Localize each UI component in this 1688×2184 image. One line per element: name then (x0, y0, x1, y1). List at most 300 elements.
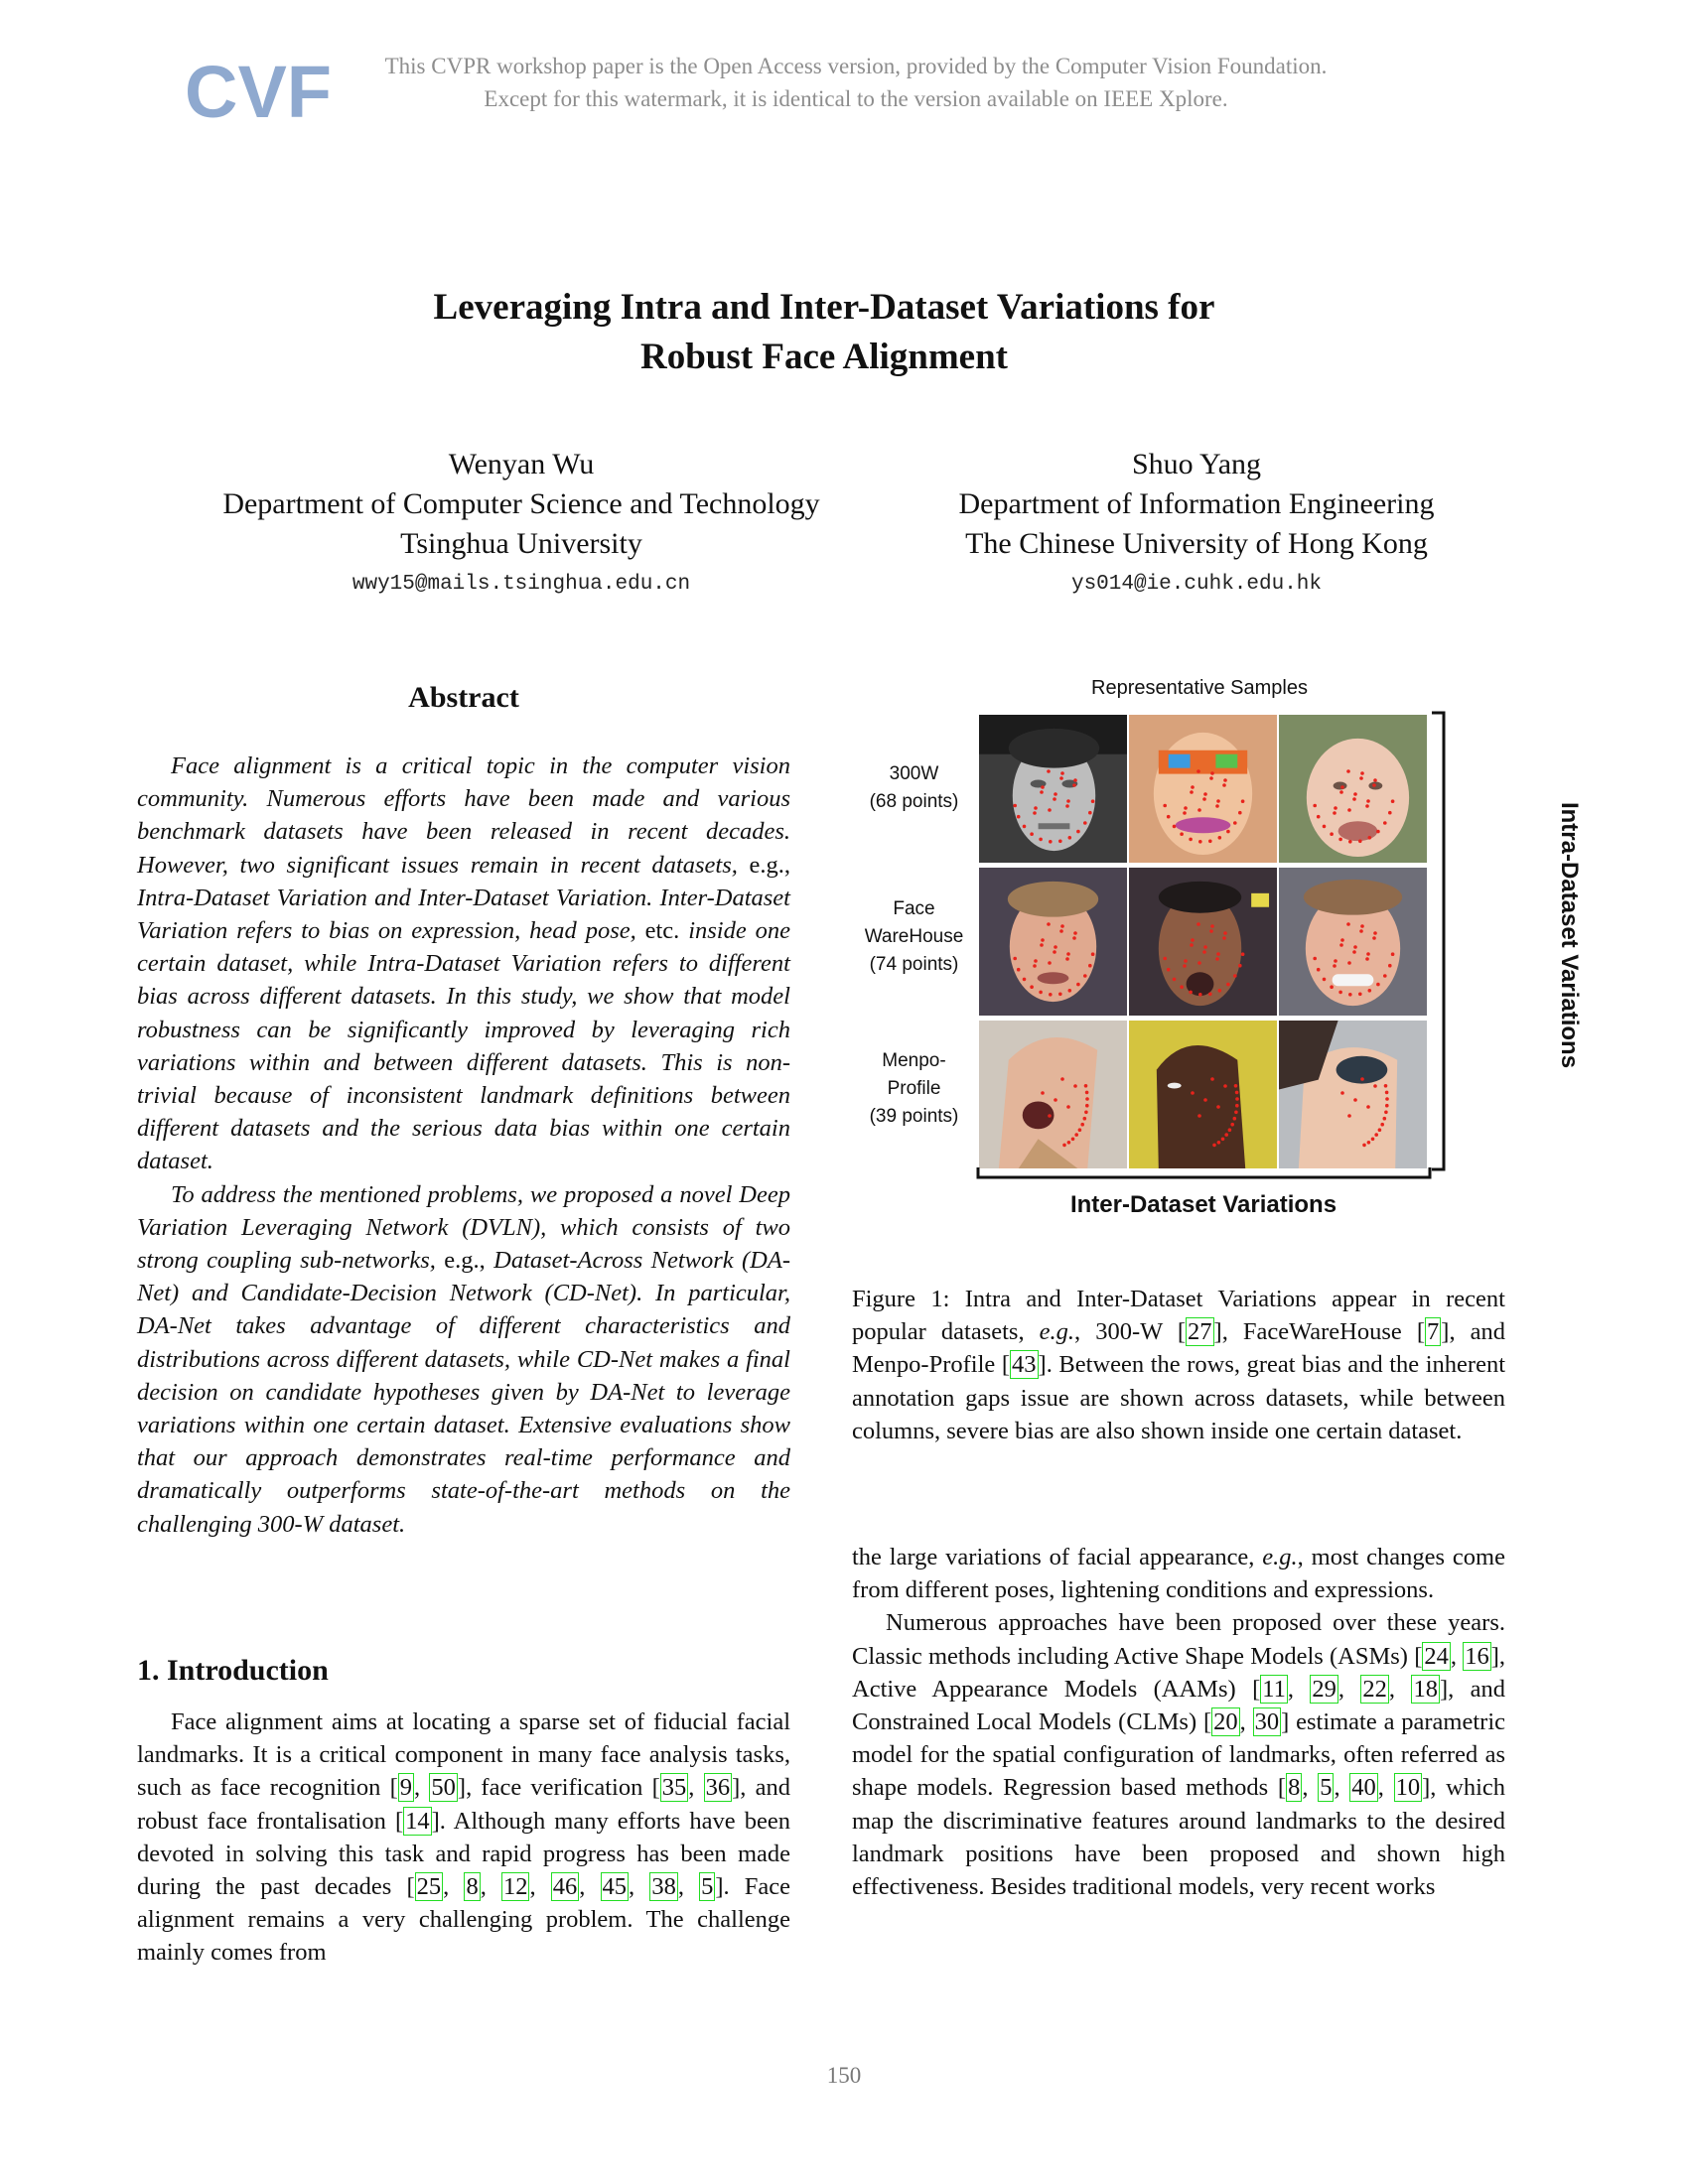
text-run: . Although many efforts have been devoted in solving this task and rapid progress has been made during the past decades (137, 1807, 790, 1901)
landmark-point (1071, 1138, 1075, 1142)
landmark-point (1210, 1077, 1214, 1081)
landmark-point (1163, 804, 1167, 808)
landmark-point (1017, 815, 1021, 819)
landmark-point (1065, 804, 1069, 808)
landmark-point (1376, 830, 1380, 834)
landmark-point (1241, 952, 1245, 956)
citation-link[interactable]: 38 (651, 1873, 676, 1901)
landmark-point (1388, 811, 1392, 815)
text-run: , and Menpo-Profile (852, 1318, 1506, 1379)
landmark-point (1222, 783, 1226, 787)
title-line-1: Leveraging Intra and Inter-Dataset Variations for (433, 287, 1215, 328)
row-label-line: 300W (889, 763, 939, 784)
text-run: , and Constrained Local Models (CLMs) (852, 1675, 1506, 1736)
landmark-point (1074, 1133, 1078, 1137)
landmark-point (1039, 991, 1043, 995)
landmark-point (1359, 929, 1363, 933)
row-label-menpo-profile (852, 1047, 976, 1131)
landmark-point (1372, 936, 1376, 940)
inter-dataset-bracket (975, 1165, 1434, 1185)
landmark-point (1049, 840, 1053, 844)
landmark-point (1041, 938, 1045, 942)
landmark-point (1073, 778, 1077, 782)
landmark-point (1352, 950, 1356, 954)
row-label-line: WareHouse (864, 926, 964, 947)
landmark-point (1198, 993, 1202, 997)
landmark-point (1173, 978, 1177, 982)
citation-link[interactable]: 20 (1213, 1708, 1238, 1736)
landmark-point (1066, 799, 1070, 803)
landmark-point (1209, 776, 1213, 780)
landmark-point (1073, 1084, 1077, 1088)
landmark-point (1197, 961, 1201, 965)
landmark-point (1065, 957, 1069, 961)
citation-link[interactable]: 8 (466, 1873, 479, 1901)
author-affiliation: Tsinghua University (400, 527, 642, 560)
landmark-point (1183, 964, 1187, 968)
text-run: To address the mentioned problems, we proposed a novel Deep Variation Leveraging Network (DVLN), which consists of two strong coupling sub-networks, (137, 1180, 790, 1275)
landmark-point (1383, 974, 1387, 978)
landmark-point (1167, 815, 1171, 819)
landmark-point (1221, 1138, 1225, 1142)
text-run: e.g. (1039, 1318, 1075, 1346)
landmark-point (1091, 952, 1095, 956)
landmark-point (1054, 945, 1057, 949)
landmark-point (1313, 804, 1317, 808)
landmark-point (1323, 825, 1327, 829)
landmark-point (1226, 983, 1230, 987)
landmark-point (1323, 978, 1327, 982)
landmark-point (1208, 993, 1212, 997)
landmark-point (1076, 983, 1080, 987)
landmark-point (1048, 1114, 1052, 1118)
landmark-point (1203, 945, 1207, 949)
citation-link[interactable]: 40 (1351, 1774, 1376, 1802)
landmark-point (1039, 838, 1043, 842)
landmark-point (1218, 836, 1222, 840)
abstract-heading: Abstract (408, 681, 519, 714)
landmark-point (1339, 790, 1343, 794)
landmark-point (1072, 783, 1076, 787)
landmark-point (1034, 959, 1038, 963)
landmark-point (1233, 974, 1237, 978)
citation-link[interactable]: 27 (1188, 1318, 1212, 1346)
landmark-point (1083, 1117, 1087, 1121)
landmark-point (1378, 1128, 1382, 1132)
landmark-point (1190, 790, 1194, 794)
row-label-line: (68 points) (869, 791, 959, 812)
landmark-point (1184, 959, 1188, 963)
landmark-point (1366, 952, 1370, 956)
landmark-point (1049, 993, 1053, 997)
landmark-point (1234, 1084, 1238, 1088)
landmark-point (1060, 1077, 1064, 1081)
landmark-point (1226, 830, 1230, 834)
landmark-point (1360, 1077, 1364, 1081)
landmark-point (1368, 836, 1372, 840)
landmark-point (1023, 978, 1027, 982)
introduction-text (137, 1706, 790, 1970)
author-block-1 (169, 445, 874, 600)
landmark-point (1217, 1141, 1221, 1145)
text-run: . Between the rows, great bias and the inherent annotation gaps issue are shown across datasets, while between columns, severe bias are also shown inside one certain dataset. (852, 1351, 1506, 1444)
landmark-point (1060, 771, 1064, 775)
title-line-2: Robust Face Alignment (640, 337, 1008, 377)
landmark-point (1023, 825, 1027, 829)
text-run: , face verification (466, 1774, 652, 1802)
text-run: , Active Appearance Models (AAMs) (852, 1642, 1506, 1703)
landmark-point (1383, 1117, 1387, 1121)
landmark-point (1191, 785, 1195, 789)
landmark-point (1080, 1123, 1084, 1127)
landmark-point (1359, 776, 1363, 780)
text-run: e.g. (1262, 1544, 1298, 1570)
landmark-point (1072, 936, 1076, 940)
citation-link[interactable]: 24 (1424, 1642, 1449, 1670)
landmark-point (1223, 778, 1227, 782)
landmark-point (1084, 1111, 1088, 1115)
landmark-point (1088, 964, 1092, 968)
citation-link[interactable]: 16 (1465, 1642, 1489, 1670)
text-run: estimate a parametric model for the spatial configuration of landmarks, often referred as shape models. Regression based methods (852, 1708, 1506, 1802)
landmark-point (1076, 830, 1080, 834)
landmark-point (1085, 1091, 1089, 1095)
landmark-point (1066, 952, 1070, 956)
landmark-point (1348, 993, 1352, 997)
landmark-point (1366, 799, 1370, 803)
landmark-point (1230, 1123, 1234, 1127)
landmark-point (1041, 1091, 1045, 1095)
row-label-facewarehouse (852, 895, 976, 979)
landmark-point (1348, 840, 1352, 844)
landmark-point (1202, 950, 1206, 954)
landmark-point (1238, 964, 1242, 968)
landmark-point (1203, 1098, 1207, 1102)
landmark-point (1340, 938, 1344, 942)
citation-link[interactable]: 36 (705, 1774, 731, 1802)
landmark-point (1235, 1091, 1239, 1095)
landmark-point (1048, 961, 1052, 965)
landmark-point (1353, 1098, 1357, 1102)
landmark-point (1333, 964, 1336, 968)
landmark-point (1360, 771, 1364, 775)
landmark-point (1317, 968, 1321, 972)
landmark-point (1047, 769, 1051, 773)
landmark-point (1330, 832, 1334, 836)
landmark-point (1091, 799, 1095, 803)
landmark-point (1340, 1091, 1344, 1095)
citation-link[interactable]: 45 (602, 1873, 628, 1901)
citation-link[interactable]: 5 (701, 1873, 714, 1901)
text-run: , FaceWareHouse (1221, 1318, 1417, 1346)
citation-link[interactable]: 9 (399, 1774, 413, 1802)
landmark-point (1058, 993, 1062, 997)
landmark-point (1334, 959, 1337, 963)
landmark-points-overlay (979, 715, 1428, 1168)
landmark-point (1208, 840, 1212, 844)
landmark-point (1054, 1098, 1057, 1102)
landmark-point (1358, 840, 1362, 844)
landmark-point (1084, 1084, 1088, 1088)
landmark-point (1373, 1084, 1377, 1088)
landmark-point (1180, 985, 1184, 989)
landmark-point (1030, 832, 1034, 836)
landmark-point (1191, 938, 1195, 942)
landmark-point (1347, 808, 1351, 812)
text-run: , and robust face frontalisation (137, 1774, 791, 1835)
landmark-point (1224, 1133, 1228, 1137)
landmark-point (1189, 838, 1193, 842)
landmark-point (1365, 804, 1369, 808)
landmark-point (1073, 931, 1077, 935)
landmark-point (1346, 922, 1350, 926)
text-run: Dataset-Across Network (DA-Net) and Candidate-Decision Network (CD-Net). In particular, DA-Net takes advantage of different characteristics and distributions across different datasets, while CD-Net makes a final decision on candidate hypotheses given by DA-Net to leverage variations within one certain dataset. Extensive evaluations show that our approach demonstrates real-time performance and dramatically outperforms state-of-the-art methods on the challenging 300-W dataset. (137, 1247, 790, 1538)
text-run: , 300-W (1074, 1318, 1178, 1346)
landmark-point (1373, 778, 1377, 782)
landmark-point (1366, 1105, 1370, 1109)
landmark-point (1384, 1111, 1388, 1115)
landmark-point (1053, 797, 1056, 801)
landmark-point (1238, 811, 1242, 815)
landmark-point (1034, 806, 1038, 810)
landmark-point (1163, 957, 1167, 961)
landmark-point (1085, 1097, 1089, 1101)
author-name: Wenyan Wu (448, 448, 595, 480)
text-run: Face alignment is a critical topic in the computer vision community. Numerous efforts have been made and various benchmark datasets have been released in recent decades. However, two significant issues remain in recent datasets, (137, 752, 790, 879)
watermark-line-1: This CVPR workshop paper is the Open Access version, provided by the Computer Vision Foundation. (384, 54, 1328, 78)
landmark-point (1235, 1104, 1239, 1108)
intra-dataset-bracket (1430, 711, 1450, 1172)
landmark-point (1241, 799, 1245, 803)
row-label-300w (852, 760, 976, 816)
landmark-point (1365, 957, 1369, 961)
landmark-point (1391, 799, 1395, 803)
text-run: . Face alignment remains a very challenging problem. The challenge mainly comes from (137, 1873, 791, 1967)
landmark-point (1209, 929, 1213, 933)
landmark-point (1368, 989, 1372, 993)
citation-link[interactable]: 12 (502, 1873, 528, 1901)
text-run: Face alignment aims at locating a sparse set of fiducial facial landmarks. It is a critical component in many face analysis tasks, such as face recognition (137, 1708, 790, 1802)
landmark-point (1338, 838, 1342, 842)
landmark-point (1183, 811, 1187, 815)
landmark-point (1215, 957, 1219, 961)
text-run: , which map the discriminative features around landmarks to the desired landmark positions have been proposed and shown high effectiveness. Besides traditional models, very recent works (852, 1774, 1506, 1901)
abstract-paragraph-1 (137, 750, 790, 1178)
landmark-point (1198, 840, 1202, 844)
author-affiliation: Department of Computer Science and Technology (222, 487, 820, 520)
landmark-point (1203, 792, 1207, 796)
figure-column-header: Representative Samples (1091, 677, 1308, 699)
landmark-point (1233, 1117, 1237, 1121)
citation-link[interactable]: 43 (1012, 1351, 1037, 1379)
landmark-point (1360, 924, 1364, 928)
landmark-point (1358, 993, 1362, 997)
landmark-point (1374, 1133, 1378, 1137)
landmark-point (1180, 832, 1184, 836)
landmark-point (1197, 1114, 1201, 1118)
landmark-point (1367, 1141, 1371, 1145)
landmark-point (1058, 840, 1062, 844)
landmark-point (1197, 808, 1201, 812)
intra-dataset-variations-label: Intra-Dataset Variations (1556, 801, 1583, 1069)
landmark-point (1334, 806, 1337, 810)
text-run: Numerous approaches have been proposed over these years. Classic methods including Active Shape Models (ASMs) (852, 1609, 1505, 1670)
citation-link[interactable]: 8 (1288, 1774, 1301, 1802)
landmark-point (1330, 985, 1334, 989)
landmark-point (1033, 811, 1037, 815)
text-run: e.g., (749, 851, 790, 879)
landmark-point (1235, 1097, 1239, 1101)
landmark-point (1054, 792, 1057, 796)
abstract-paragraph-2 (137, 1178, 790, 1541)
figure-1 (852, 675, 1583, 1231)
row-label-line: Profile (887, 1078, 941, 1099)
landmark-point (1347, 961, 1351, 965)
landmark-point (1228, 1128, 1232, 1132)
section-heading-introduction: 1. Introduction (137, 1654, 329, 1687)
author-block-2 (884, 445, 1509, 600)
citation-link[interactable]: 29 (1312, 1675, 1336, 1703)
landmark-point (1040, 790, 1044, 794)
landmark-point (1216, 799, 1220, 803)
inter-dataset-variations-label: Inter-Dataset Variations (1069, 1191, 1337, 1218)
landmark-point (1313, 957, 1317, 961)
landmark-point (1067, 1141, 1071, 1145)
watermark-line-2: Except for this watermark, it is identical to the version available on IEEE Xplore. (484, 86, 1228, 111)
landmark-point (1196, 769, 1200, 773)
row-label-line: Face (893, 898, 935, 919)
citation-link[interactable]: 5 (1320, 1774, 1333, 1802)
author-name: Shuo Yang (1131, 448, 1262, 480)
landmark-point (1048, 808, 1052, 812)
landmark-point (1059, 929, 1063, 933)
figure-1-caption: Figure 1: Intra and Inter-Dataset Variations appear in recent popular datasets, e.g., 300-W [27], FaceWareHouse [7], and Menpo-Profile [43]. Between the rows, great bias and the inherent annotation gaps issue are shown across datasets, while between columns, severe bias are also shown inside one certain dataset. (852, 1286, 1506, 1444)
landmark-point (1196, 922, 1200, 926)
author-email[interactable]: ys014@ie.cuhk.edu.hk (1070, 573, 1323, 596)
landmark-point (1062, 1144, 1066, 1148)
landmark-point (1013, 957, 1017, 961)
landmark-point (1191, 1091, 1195, 1095)
landmark-point (1041, 785, 1045, 789)
landmark-point (1066, 1105, 1070, 1109)
author-affiliation: The Chinese University of Hong Kong (965, 527, 1428, 560)
landmark-point (1053, 950, 1056, 954)
landmark-point (1333, 811, 1336, 815)
landmark-point (1212, 1144, 1216, 1148)
landmark-point (1373, 931, 1377, 935)
landmark-point (1210, 924, 1214, 928)
citation-link[interactable]: 35 (661, 1774, 687, 1802)
text-run: etc. (644, 917, 680, 945)
text-run: Intra-Dataset Variation and Inter-Dataset Variation. Inter-Dataset Variation refers to bias on expression, head pose, (137, 884, 790, 945)
citation-link[interactable]: 18 (1413, 1675, 1438, 1703)
landmark-point (1372, 783, 1376, 787)
landmark-point (1385, 1091, 1389, 1095)
landmark-point (1222, 936, 1226, 940)
landmark-point (1376, 983, 1380, 987)
landmark-point (1352, 797, 1356, 801)
citation-link[interactable]: 11 (1262, 1675, 1286, 1703)
citation-link[interactable]: 10 (1395, 1774, 1421, 1802)
landmark-point (1362, 1144, 1366, 1148)
citation-link[interactable]: 7 (1427, 1318, 1440, 1346)
text-run: Figure 1: Intra and Inter-Dataset Variations appear in recent popular datasets, (852, 1286, 1505, 1346)
landmark-point (1317, 815, 1321, 819)
landmark-point (1068, 836, 1072, 840)
row-label-line: Menpo- (882, 1050, 946, 1071)
page-number: 150 (826, 2063, 862, 2088)
author-email[interactable]: wwy15@mails.tsinghua.edu.cn (352, 573, 691, 596)
cvf-logo-text: CVF (185, 51, 332, 133)
landmark-point (1371, 1138, 1375, 1142)
landmark-point (1380, 1123, 1384, 1127)
citation-link[interactable]: 25 (416, 1873, 442, 1901)
landmark-point (1088, 811, 1092, 815)
landmark-point (1338, 991, 1342, 995)
landmark-point (1059, 776, 1063, 780)
cvf-logo (181, 46, 332, 133)
landmark-point (1216, 1105, 1220, 1109)
citation-link[interactable]: 30 (1254, 1708, 1280, 1736)
landmark-point (1060, 924, 1064, 928)
landmark-point (1391, 952, 1395, 956)
landmark-point (1353, 792, 1357, 796)
landmark-point (1202, 797, 1206, 801)
landmark-point (1346, 769, 1350, 773)
landmark-point (1233, 821, 1237, 825)
landmark-point (1234, 1111, 1238, 1115)
text-run: inside one certain dataset, while Intra-Dataset Variation refers to different bias across different datasets. In this study, we show that model robustness can be significantly improved by leveraging rich variations within and between different datasets. This is non-trivial because of inconsistent landmark definitions between different datasets and the serious data bias within one certain dataset. (137, 917, 790, 1175)
intro-paragraph-1: Face alignment aims at locating a sparse set of fiducial facial landmarks. It is a critical component in many face analysis tasks, such as face recognition [9, 50], face verification [35, 36], and robust face frontalisation [14]. Although many efforts have been devoted in solving this task and rapid progress has been made during the past decades [25, 8, 12, 46, 45, 38, 5]. Face alignment remains a very challenging problem. The challenge mainly comes from (137, 1708, 791, 1967)
paper-title (0, 283, 1648, 382)
landmark-point (1167, 968, 1171, 972)
citation-link[interactable]: 50 (431, 1774, 456, 1802)
landmark-point (1173, 825, 1177, 829)
landmark-point (1083, 974, 1087, 978)
landmark-point (1085, 1104, 1089, 1108)
landmark-point (1083, 821, 1087, 825)
landmark-point (1189, 991, 1193, 995)
landmark-point (1388, 964, 1392, 968)
landmark-point (1047, 922, 1051, 926)
landmark-point (1223, 1084, 1227, 1088)
landmark-point (1013, 804, 1017, 808)
citation-link[interactable]: 14 (405, 1807, 430, 1835)
landmark-point (1184, 806, 1188, 810)
row-label-line: (39 points) (869, 1106, 959, 1127)
citation-link[interactable]: 22 (1362, 1675, 1387, 1703)
author-affiliation: Department of Information Engineering (958, 487, 1435, 520)
landmark-point (1215, 804, 1219, 808)
text-run: , most changes come from different poses, lightening conditions and expressions. (852, 1544, 1505, 1604)
intro-paragraph-continued (852, 1541, 1505, 1606)
citation-link[interactable]: 46 (552, 1873, 578, 1901)
text-run: the large variations of facial appearance, (852, 1544, 1263, 1570)
landmark-point (1040, 943, 1044, 947)
landmark-point (1383, 821, 1387, 825)
intro-paragraph-2: Numerous approaches have been proposed over these years. Classic methods including Active Shape Models (ASMs) [24, 16], Active Appearance Models (AAMs) [11, 29, 22, 18], and Constrained Local Models (CLMs) [20, 30] estimate a parametric model for the spatial configuration of landmarks, often referred as shape models. Regression based methods [8, 5, 40, 10], which map the discriminative features around landmarks to the desired landmark positions have been proposed and shown high effectiveness. Besides traditional models, very recent works (852, 1609, 1506, 1901)
landmark-point (1078, 1128, 1082, 1132)
landmark-point (1216, 952, 1220, 956)
landmark-point (1347, 1114, 1351, 1118)
landmark-point (1385, 1097, 1389, 1101)
landmark-point (1340, 785, 1344, 789)
landmark-point (1210, 771, 1214, 775)
landmark-point (1030, 985, 1034, 989)
abstract-text (137, 750, 790, 1541)
landmark-point (1017, 968, 1021, 972)
landmark-point (1190, 943, 1194, 947)
